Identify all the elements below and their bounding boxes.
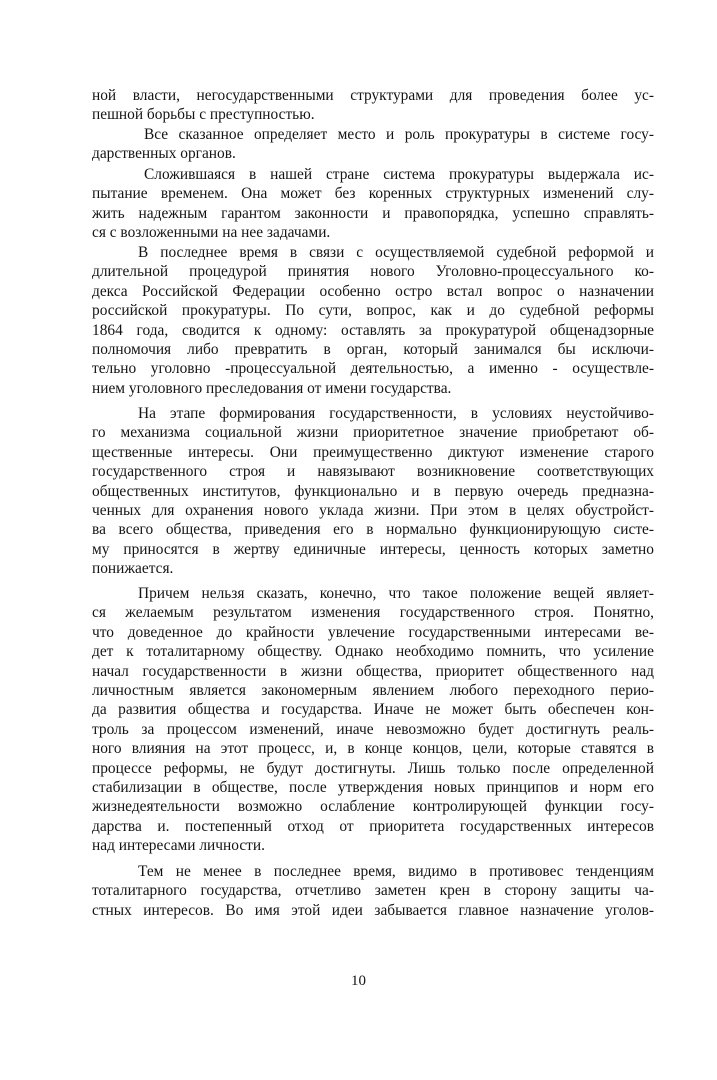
text-line: На этапе формирования государственности, в условиях неустойчиво- xyxy=(138,405,654,422)
paragraph-5 xyxy=(92,404,654,579)
text-line: да развития общества и государства. Иначе не может быть обеспечен кон- xyxy=(92,701,654,719)
text-line: российской прокуратуры. По сути, вопрос, как и до судебной реформы xyxy=(92,302,654,320)
text-line: общественных институтов, функционально и в первую очередь предназна- xyxy=(92,482,654,500)
text-line: жить надежным гарантом законности и правопорядка, успешно справлять- xyxy=(92,204,654,222)
text-line: пешной борьбы с преступностью. xyxy=(92,106,315,124)
text-line: начал государственности в жизни общества, приоритет общественного над xyxy=(92,662,654,680)
text-line: полномочия либо превратить в орган, который занимался бы исключи- xyxy=(92,340,654,358)
text-line: щественные интересы. Они преимущественно диктуют изменение старого xyxy=(92,443,654,461)
text-line: декса Российской Федерации особенно остро встал вопрос о назначении xyxy=(92,282,654,300)
text-line: В последнее время в связи с осуществляемой судебной реформой и xyxy=(138,244,654,261)
text-line: Сложившаяся в нашей стране система прокуратуры выдержала ис- xyxy=(144,166,654,183)
text-line: тоталитарного государства, отчетливо заметен крен в сторону защиты ча- xyxy=(92,882,654,900)
text-line: Причем нельзя сказать, конечно, что такое положение вещей являет- xyxy=(138,585,654,602)
text-line: длительной процедурой принятия нового Уголовно-процессуального ко- xyxy=(92,263,654,281)
text-line: ся желаемым результатом изменения государственного строя. Понятно, xyxy=(92,604,654,622)
text-line: Тем не менее в последнее время, видимо в противовес тенденциям xyxy=(138,863,654,880)
text-line: троль за процессом изменений, иначе невозможно будет достигнуть реаль- xyxy=(92,720,654,738)
paragraph-1 xyxy=(92,86,654,125)
paragraph-6 xyxy=(92,584,654,855)
text-line: нием уголовного преследования от имени государства. xyxy=(92,379,452,397)
text-line: личностным является закономерным явлением любого переходного перио- xyxy=(92,681,654,699)
text-line: дарственных органов. xyxy=(92,145,236,163)
paragraph-4 xyxy=(92,243,654,398)
page-number: 10 xyxy=(351,973,366,989)
text-line: 1864 года, сводится к одному: оставлять за прокуратурой общенадзорные xyxy=(92,321,654,339)
text-line: над интересами личности. xyxy=(92,837,265,855)
text-line: ной власти, негосударственными структурами для проведения более ус- xyxy=(92,87,654,104)
text-line: жизнедеятельности возможно ослабление контролирующей функции госу- xyxy=(92,798,654,816)
text-line: ченных для охранения нового уклада жизни. При этом в целях обустройст- xyxy=(92,501,654,519)
text-line: ного влияния на этот процесс, и, в конце концов, цели, которые ставятся в xyxy=(92,740,654,758)
text-line: стабилизации в обществе, после утверждения новых принципов и норм его xyxy=(92,778,654,796)
text-line: стных интересов. Во имя этой идеи забывается главное назначение уголов- xyxy=(92,901,654,919)
paragraph-7 xyxy=(92,862,654,920)
text-line: Все сказанное определяет место и роль прокуратуры в системе госу- xyxy=(144,126,654,143)
paragraph-2 xyxy=(92,125,654,164)
text-line: что доведенное до крайности увлечение государственными интересами ве- xyxy=(92,623,654,641)
text-line: ва всего общества, приведения его в нормально функционирующую систе- xyxy=(92,521,654,539)
text-line: пытание временем. Она может без коренных структурных изменений слу- xyxy=(92,185,654,203)
text-line: государственного строя и навязывают возникновение соответствующих xyxy=(92,463,654,481)
text-line: му приносятся в жертву единичные интересы, ценность которых заметно xyxy=(92,540,654,558)
text-line: понижается. xyxy=(92,560,174,578)
paragraph-3 xyxy=(92,165,654,243)
text-line: дет к тоталитарному обществу. Однако необходимо помнить, что усиление xyxy=(92,643,654,661)
text-line: ся с возложенными на нее задачами. xyxy=(92,224,331,242)
text-line: тельно уголовно -процессуальной деятельностью, а именно - осуществле- xyxy=(92,360,654,378)
text-line: го механизма социальной жизни приоритетное значение приобретают об- xyxy=(92,424,654,442)
text-line: дарства и. постепенный отход от приоритета государственных интересов xyxy=(92,817,654,835)
text-line: процессе реформы, не будут достигнуты. Лишь только после определенной xyxy=(92,759,654,777)
